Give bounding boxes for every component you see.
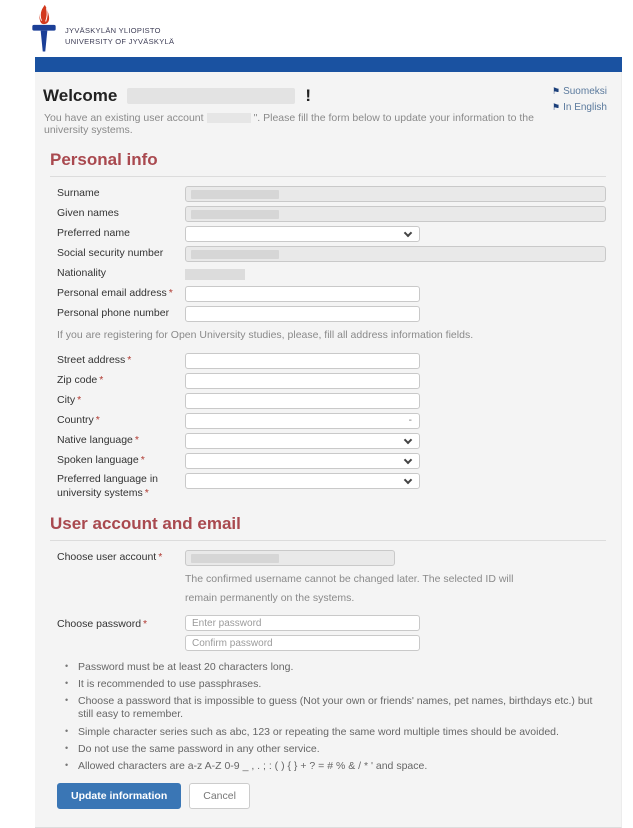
- field-row-preferred-language: [57, 473, 606, 500]
- redacted-value: [191, 250, 279, 259]
- spoken-language-label-text: Spoken language: [57, 454, 139, 467]
- field-row-nationality: [57, 266, 606, 282]
- ssn-input: [185, 246, 606, 262]
- nationality-label: Nationality: [57, 267, 107, 280]
- language-switcher: [552, 86, 611, 136]
- welcome-exclamation: !: [305, 86, 311, 105]
- redacted-value: [191, 554, 279, 563]
- required-marker: *: [158, 551, 163, 564]
- language-link-finnish[interactable]: [552, 86, 607, 97]
- language-link-english[interactable]: [552, 102, 607, 113]
- password-field[interactable]: [185, 615, 420, 631]
- redacted-value: [191, 210, 279, 219]
- preferred-language-select[interactable]: [185, 473, 420, 489]
- field-row-user-account: [57, 550, 606, 566]
- university-logo: [27, 4, 633, 54]
- welcome-section: [35, 84, 621, 136]
- country-label: [57, 414, 185, 428]
- city-label-text: City: [57, 394, 76, 407]
- logo-line-fi: JYVÄSKYLÄN YLIOPISTO: [65, 25, 161, 35]
- field-row-surname: [57, 186, 606, 202]
- form-actions: [57, 783, 606, 809]
- street-label: [57, 354, 185, 368]
- username-note: The confirmed username cannot be changed later. The selected ID will remain permanently on the systems.: [185, 573, 514, 604]
- surname-input: [185, 186, 606, 202]
- redacted-value: [191, 190, 279, 199]
- user-account-section: [35, 514, 621, 809]
- personal-info-section: [35, 150, 621, 500]
- user-account-input: [185, 550, 395, 566]
- field-row-native-language: [57, 433, 606, 449]
- choose-password-label: [57, 615, 185, 632]
- personal-info-heading: Personal info: [50, 150, 606, 177]
- language-link-label: Suomeksi: [563, 86, 607, 97]
- welcome-block: [43, 84, 552, 136]
- password-rule: • Simple character series such as abc, 123 or repeating the same word multiple times should be avoided.: [65, 726, 606, 739]
- given-names-label: Given names: [57, 207, 119, 220]
- logo-line-en: UNIVERSITY OF JYVÄSKYLÄ: [65, 36, 175, 46]
- spoken-language-label: [57, 454, 185, 468]
- given-names-input: [185, 206, 606, 222]
- city-field[interactable]: [185, 393, 420, 409]
- surname-label: Surname: [57, 187, 100, 200]
- phone-label: Personal phone number: [57, 307, 170, 320]
- intro-after: ". Please fill the form below to update your information to the university systems.: [44, 112, 534, 136]
- required-marker: *: [95, 414, 100, 427]
- intro-before: You have an existing user account: [44, 112, 204, 124]
- city-label: [57, 394, 185, 408]
- open-university-note: If you are registering for Open University studies, please, fill all address information fields.: [57, 329, 474, 341]
- required-marker: *: [140, 454, 145, 467]
- preferred-name-label: Preferred name: [57, 227, 130, 240]
- phone-field[interactable]: [185, 306, 420, 322]
- field-row-zip: [57, 373, 606, 389]
- chevron-down-icon: [404, 476, 412, 484]
- page-header: [0, 0, 633, 57]
- redacted-value: [127, 88, 295, 104]
- password-rule: • Password must be at least 20 characters long.: [65, 661, 606, 674]
- update-information-button[interactable]: Update information: [57, 783, 181, 809]
- field-row-preferred-name: [57, 226, 606, 242]
- language-link-label: In English: [563, 102, 607, 113]
- select-indicator: -: [408, 415, 412, 426]
- choose-user-account-label: [57, 551, 185, 565]
- welcome-text: Welcome: [43, 86, 118, 105]
- password-rule: • Choose a password that is impossible to guess (Not your own or friends' names, pet names, birthdays etc.) but still easy to remember.: [65, 695, 606, 721]
- zip-label-text: Zip code: [57, 374, 98, 387]
- native-language-label-text: Native language: [57, 434, 133, 447]
- native-language-select[interactable]: [185, 433, 420, 449]
- personal-info-rows: [50, 186, 606, 500]
- redacted-value: [185, 269, 245, 280]
- logo-text: [61, 25, 174, 55]
- country-label-text: Country: [57, 414, 94, 427]
- user-account-heading: User account and email: [50, 514, 606, 541]
- cancel-button[interactable]: Cancel: [189, 783, 250, 809]
- choose-password-label-text: Choose password: [57, 618, 142, 631]
- field-row-city: [57, 393, 606, 409]
- header-blue-bar: [35, 57, 622, 72]
- choose-user-account-label-text: Choose user account: [57, 551, 157, 564]
- zip-label: [57, 374, 185, 388]
- field-row-spoken-language: [57, 453, 606, 469]
- zip-field[interactable]: [185, 373, 420, 389]
- field-row-given-names: [57, 206, 606, 222]
- preferred-name-select[interactable]: [185, 226, 420, 242]
- main-content: [35, 72, 622, 828]
- field-row-street: [57, 353, 606, 369]
- flag-icon: ⚑: [552, 102, 561, 112]
- country-select[interactable]: [185, 413, 420, 429]
- chevron-down-icon: [404, 436, 412, 444]
- required-marker: *: [77, 394, 82, 407]
- chevron-down-icon: [404, 456, 412, 464]
- intro-text: [44, 112, 552, 136]
- field-row-phone: [57, 306, 606, 322]
- field-row-country: [57, 413, 606, 429]
- street-label-text: Street address: [57, 354, 126, 367]
- field-row-ssn: [57, 246, 606, 262]
- torch-icon: [27, 4, 61, 54]
- native-language-label: [57, 434, 185, 448]
- ssn-label: Social security number: [57, 247, 164, 260]
- required-marker: *: [144, 486, 149, 499]
- required-marker: *: [134, 434, 139, 447]
- field-row-password: [57, 615, 606, 651]
- email-label-text: Personal email address: [57, 287, 167, 300]
- password-rules-list: [57, 661, 606, 773]
- required-marker: *: [143, 618, 148, 631]
- preferred-language-label: [57, 473, 185, 500]
- preferred-language-label-text: Preferred language in university systems: [57, 473, 158, 499]
- flag-icon: ⚑: [552, 86, 561, 96]
- spoken-language-select[interactable]: [185, 453, 420, 469]
- email-field[interactable]: [185, 286, 420, 302]
- chevron-down-icon: [404, 229, 412, 237]
- user-account-rows: [50, 550, 606, 809]
- required-marker: *: [99, 374, 104, 387]
- required-marker: *: [168, 287, 173, 300]
- password-rule: • It is recommended to use passphrases.: [65, 678, 606, 691]
- page-title: [43, 86, 552, 106]
- email-label: [57, 287, 185, 301]
- confirm-password-field[interactable]: [185, 635, 420, 651]
- field-row-email: [57, 286, 606, 302]
- password-rule: • Allowed characters are a-z A-Z 0-9 _ , . ; : ( ) { } + ? = # % & / * ' and space.: [65, 760, 606, 773]
- street-field[interactable]: [185, 353, 420, 369]
- password-rule: • Do not use the same password in any other service.: [65, 743, 606, 756]
- required-marker: *: [127, 354, 132, 367]
- password-inputs: [185, 615, 420, 651]
- redacted-value: [207, 113, 251, 123]
